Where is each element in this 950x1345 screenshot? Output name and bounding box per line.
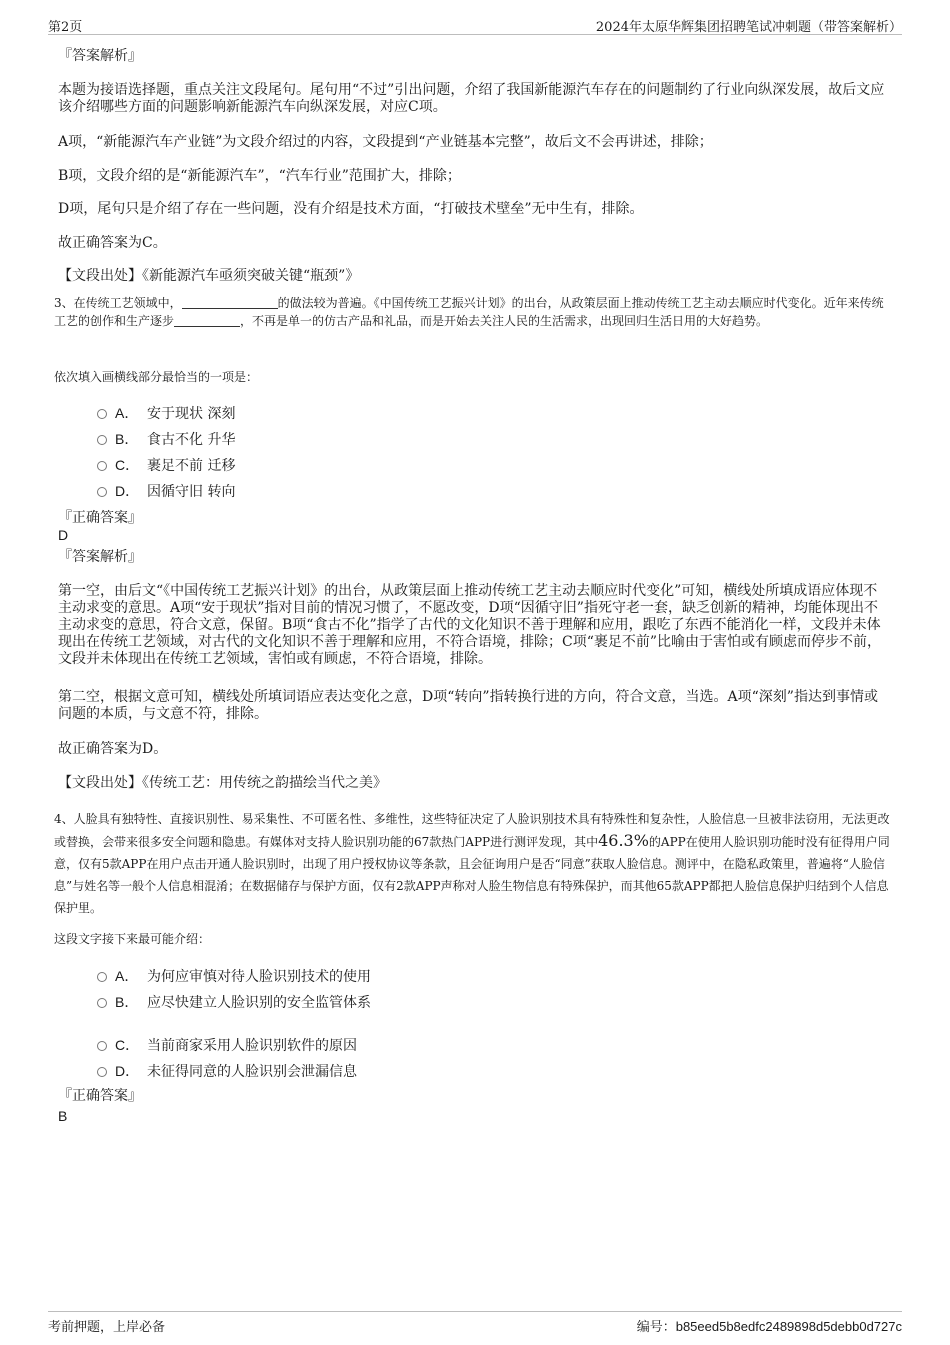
q3-analysis-heading: 『答案解析』 [58, 549, 142, 565]
q3-option-c[interactable]: C． 裹足不前 迁移 [97, 455, 235, 475]
document-code: 编号：b85eed5b8edfc2489898d5debb0d727c [636, 1319, 902, 1335]
q4-option-a[interactable]: A． 为何应审慎对待人脸识别技术的使用 [97, 966, 371, 986]
radio-icon[interactable] [97, 1041, 107, 1051]
q2-analysis-p4: D项，尾句只是介绍了存在一些问题，没有介绍是技术方面，“打破技术壁垒”无中生有，排除。 [58, 201, 644, 217]
q4-prompt: 这段文字接下来最可能介绍： [54, 932, 211, 946]
radio-icon[interactable] [97, 998, 107, 1008]
q3-option-b[interactable]: B． 食古不化 升华 [97, 429, 235, 449]
q4-option-d[interactable]: D． 未征得同意的人脸识别会泄漏信息 [97, 1061, 357, 1081]
page-number: 第2页 [48, 20, 83, 35]
radio-icon[interactable] [97, 409, 107, 419]
q4-option-b[interactable]: B． 应尽快建立人脸识别的安全监管体系 [97, 992, 371, 1012]
q4-stem-percent: 46.3% [598, 831, 649, 850]
q3-prompt: 依次填入画横线部分最恰当的一项是： [54, 370, 259, 384]
q4-option-c[interactable]: C． 当前商家采用人脸识别软件的原因 [97, 1035, 357, 1055]
q2-source: 【文段出处】《新能源汽车亟须突破关键“瓶颈”》 [58, 268, 360, 284]
q2-analysis-p2: A项，“新能源汽车产业链”为文段介绍过的内容，文段提到“产业链基本完整”，故后文不会再讲述，排除； [58, 134, 713, 150]
q3-blank-2 [174, 313, 240, 327]
q2-analysis-heading: 『答案解析』 [58, 48, 142, 64]
q2-analysis-p3: B项，文段介绍的是“新能源汽车”，“汽车行业”范围扩大，排除； [58, 168, 461, 184]
q3-stem-part3: ，不再是单一的仿古产品和礼品，而是开始去关注人民的生活需求，出现回归生活日用的大好趋势。 [240, 314, 769, 328]
radio-icon[interactable] [97, 435, 107, 445]
radio-icon[interactable] [97, 972, 107, 982]
q3-stem-part2: 的做法较为普遍。《中国传统工艺振兴计划》的出台，从政策层面上推动传统工艺主动去顺应时代变化。近年来传统工艺的创作和生产逐步 [54, 296, 884, 328]
q3-source: 【文段出处】《传统工艺：用传统之韵描绘当代之美》 [58, 775, 387, 791]
q4-stem-part2: 的APP在使用人脸识别功能时没有征得用户同意，仅有5款APP在用户点击开通人脸识别时，出现了用户授权协议等条款，且会征询用户是否“同意”获取人脸信息。测评中，在隐私政策里，普遍将“人脸信息”与姓名等一般个人信息相混淆；在数据储存与保护方面，仅有2款APP声称对人脸生物信息有特殊保护，而其他65款APP都把人脸信息保护归结到个人信息保护里。 [54, 835, 890, 915]
q4-answer-heading: 『正确答案』 [58, 1088, 142, 1104]
q4-answer: B [58, 1108, 68, 1124]
q3-analysis-p3: 故正确答案为D。 [58, 741, 168, 757]
radio-icon[interactable] [97, 487, 107, 497]
q3-analysis-p1: 第一空，由后文“《中国传统工艺振兴计划》的出台，从政策层面上推动传统工艺主动去顺应时代变化”可知，横线处所填成语应体现不主动求变的意思。A项“安于现状”指对目前的情况习惯了，不愿改变，D项“因循守旧”指死守老一套，缺乏创新的精神，均能体现出不主动求变的意思，符合文意，保留。B项“食古不化”指学了古代的文化知识不善于理解和应用，跟吃了东西不能消化一样，文段并未体现出在传统工艺领域，对古代的文化知识不善于理解和应用，不符合语境，排除；C项“裹足不前”比喻由于害怕或有顾虑而停步不前，文段并未体现出在传统工艺领域，害怕或有顾虑，不符合语境，排除。 [58, 583, 882, 667]
q3-answer: D [58, 527, 69, 543]
q2-analysis-p1: 本题为接语选择题，重点关注文段尾句。尾句用“不过”引出问题，介绍了我国新能源汽车存在的问题制约了行业向纵深发展，故后文应该介绍哪些方面的问题影响新能源汽车向纵深发展，对应C项。 [58, 82, 885, 115]
q4-stem-part1: 4、人脸具有独特性、直接识别性、易采集性、不可匿名性、多维性，这些特征决定了人脸识别技术具有特殊性和复杂性，人脸信息一旦被非法窃用，无法更改或替换，会带来很多安全问题和隐患。有媒体对支持人脸识别功能的67款热门APP进行测评发现，其中 [54, 812, 890, 849]
q3-stem [54, 294, 894, 330]
page-header [48, 14, 902, 35]
q3-option-a[interactable]: A． 安于现状 深刻 [97, 403, 235, 423]
q3-option-d[interactable]: D． 因循守旧 转向 [97, 481, 235, 501]
page-footer [48, 1311, 902, 1336]
document-title: 2024年太原华辉集团招聘笔试冲刺题（带答案解析） [595, 20, 902, 35]
q3-answer-heading: 『正确答案』 [58, 510, 142, 526]
radio-icon[interactable] [97, 461, 107, 471]
footer-slogan: 考前押题，上岸必备 [48, 1320, 166, 1335]
q3-blank-1 [182, 295, 278, 309]
q3-analysis-p2: 第二空，根据文意可知，横线处所填词语应表达变化之意，D项“转向”指转换行进的方向，符合文意，当选。A项“深刻”指达到事情或问题的本质，与文意不符，排除。 [58, 689, 878, 722]
radio-icon[interactable] [97, 1067, 107, 1077]
q4-stem [54, 808, 894, 919]
q2-analysis-p5: 故正确答案为C。 [58, 235, 167, 251]
q3-stem-part1: 3、在传统工艺领域中， [54, 296, 182, 310]
